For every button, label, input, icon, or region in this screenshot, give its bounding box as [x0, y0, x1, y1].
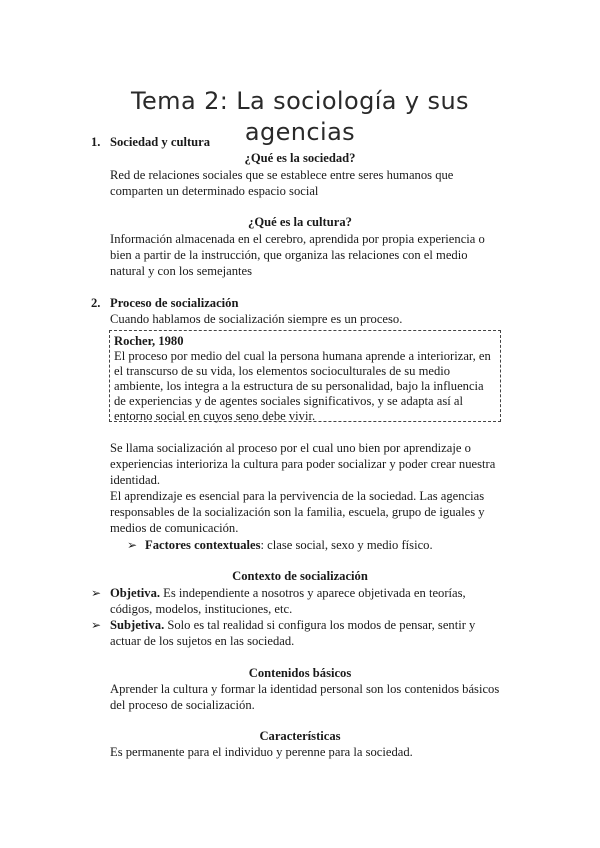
paragraph-line: El aprendizaje es esencial para la pervivencia de la sociedad. Las agencias [110, 489, 485, 503]
quote-line: entorno social en cuyos seno debe vivir. [114, 409, 316, 423]
contenidos-heading: Contenidos básicos [248, 666, 352, 680]
question-culture: ¿Qué es la cultura? [248, 215, 352, 229]
page-title [0, 86, 600, 148]
title-line-1: Tema 2: La sociología y sus [131, 87, 469, 116]
subjetiva-text-cont: actuar de los sujetos en las sociedad. [110, 634, 295, 648]
answer-society-line: comparten un determinado espacio social [110, 184, 319, 198]
quote-line: de experiencias y de agentes sociales significativos, y se adapta así al [114, 394, 463, 408]
paragraph-line: medios de comunicación. [110, 521, 239, 535]
paragraph-line: experiencias interioriza la cultura para poder socializar y poder crear nuestra [110, 457, 496, 471]
section-2-intro: Cuando hablamos de socialización siempre es un proceso. [110, 312, 403, 326]
quote-author: Rocher, 1980 [114, 334, 184, 348]
arrow-bullet-icon: ➢ [91, 618, 102, 632]
section-1-number: 1. [91, 135, 101, 149]
answer-society-line: Red de relaciones sociales que se establece entre seres humanos que [110, 168, 454, 182]
section-1-heading: Sociedad y cultura [110, 135, 211, 149]
subjetiva-text: Solo es tal realidad si configura los modos de pensar, sentir y [164, 618, 476, 632]
contenidos-line: Aprender la cultura y formar la identidad personal son los contenidos básicos [110, 682, 500, 696]
caracteristicas-heading: Características [259, 729, 341, 743]
subjetiva-item [110, 618, 475, 634]
paragraph-line: identidad. [110, 473, 161, 487]
quote-line: El proceso por medio del cual la persona humana aprende a interiorizar, en [114, 349, 491, 363]
paragraph-line: responsables de la socialización son la familia, escuela, grupo de iguales y [110, 505, 485, 519]
quote-line: ambiente, los integra a la estructura de su personalidad, bajo la influencia [114, 379, 484, 393]
factores-label: Factores contextuales [145, 538, 261, 552]
question-society: ¿Qué es la sociedad? [244, 151, 356, 165]
paragraph-line: Se llama socialización al proceso por el cual uno bien por aprendizaje o [110, 441, 471, 455]
objetiva-text-cont: códigos, modelos, instituciones, etc. [110, 602, 293, 616]
objetiva-text: Es independiente a nosotros y aparece objetivada en teorías, [160, 586, 466, 600]
subjetiva-label: Subjetiva. [110, 618, 165, 632]
quote-line: el transcurso de su vida, los elementos socioculturales de su medio [114, 364, 451, 378]
contenidos-line: del proceso de socialización. [110, 698, 255, 712]
objetiva-item [110, 586, 466, 602]
section-2-number: 2. [91, 296, 101, 310]
title-line-2: agencias [244, 118, 356, 147]
section-2-heading: Proceso de socialización [110, 296, 239, 310]
answer-culture-line: Información almacenada en el cerebro, aprendida por propia experiencia o [110, 232, 485, 246]
factores-item [145, 538, 433, 554]
contexto-heading: Contexto de socialización [232, 569, 368, 583]
answer-culture-line: bien a partir de la instrucción, que organiza las relaciones con el medio [110, 248, 468, 262]
caracteristicas-text: Es permanente para el individuo y perenne para la sociedad. [110, 745, 413, 759]
arrow-bullet-icon: ➢ [91, 586, 102, 600]
answer-culture-line: natural y con los semejantes [110, 264, 252, 278]
objetiva-label: Objetiva. [110, 586, 161, 600]
arrow-bullet-icon: ➢ [127, 538, 138, 552]
factores-text: : clase social, sexo y medio físico. [260, 538, 433, 552]
